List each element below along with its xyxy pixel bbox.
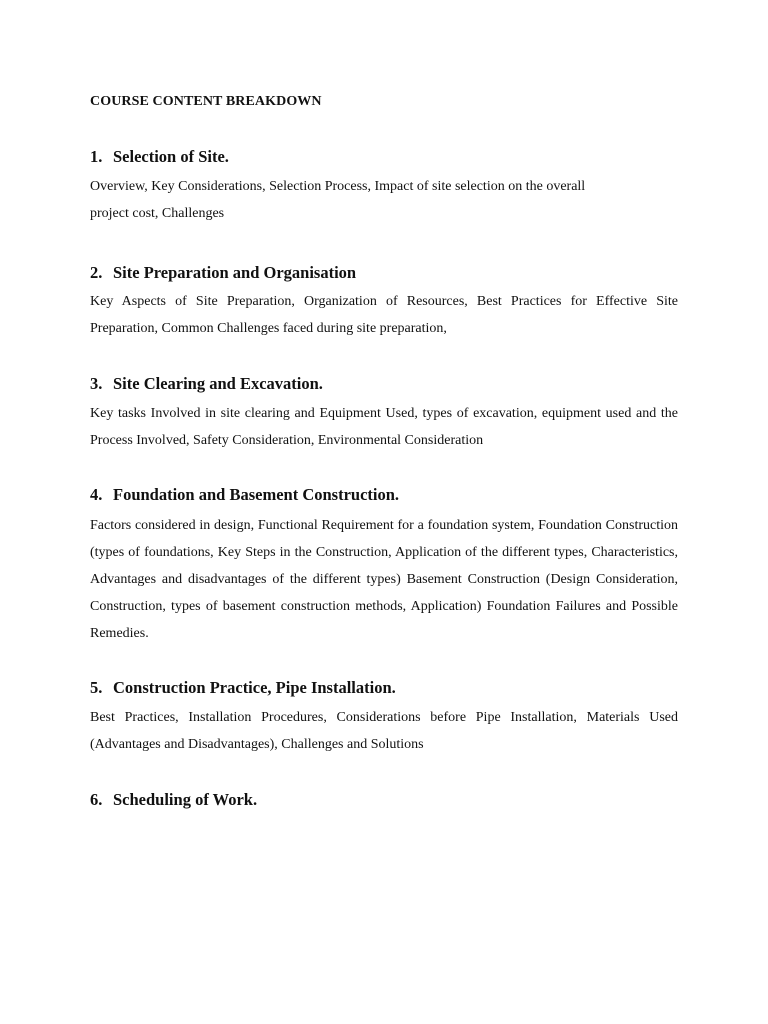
section-4-title: Foundation and Basement Construction. bbox=[113, 485, 400, 504]
section-3-body: Key tasks Involved in site clearing and Equipment Used, types of excavation, equipment used and the Process Involved, Safety Consideration, Environmental Consideration bbox=[90, 406, 678, 448]
section-1-number: 1. bbox=[90, 147, 103, 166]
section-3-heading bbox=[90, 374, 323, 394]
section-3-number: 3. bbox=[90, 374, 103, 393]
section-4-heading bbox=[90, 485, 399, 505]
section-3-title: Site Clearing and Excavation. bbox=[113, 374, 323, 393]
section-4-number: 4. bbox=[90, 485, 103, 504]
section-1-title: Selection of Site. bbox=[113, 147, 229, 166]
document-title: COURSE CONTENT BREAKDOWN bbox=[90, 94, 322, 109]
section-6-number: 6. bbox=[90, 790, 103, 809]
section-4-body: Factors considered in design, Functional Requirement for a foundation system, Foundation Construction (types of foundations, Key Steps in the Construction, Application of the different types, Characteristics, Advantages and disadvantages of the different types) Basement Construction (Design Consideration, Construction, types of basement construction methods, Application) Foundation Failures and Possible Remedies. bbox=[90, 518, 678, 641]
section-2-heading bbox=[90, 263, 356, 283]
section-5-number: 5. bbox=[90, 678, 103, 697]
section-5-heading bbox=[90, 678, 396, 698]
section-5-body: Best Practices, Installation Procedures, Considerations before Pipe Installation, Materials Used (Advantages and Disadvantages), Challenges and Solutions bbox=[90, 710, 678, 752]
section-2-title: Site Preparation and Organisation bbox=[113, 263, 357, 282]
section-6-heading bbox=[90, 790, 257, 810]
section-1-body-line-1: Overview, Key Considerations, Selection Process, Impact of site selection on the overall bbox=[90, 179, 586, 194]
section-1-body-line-2: project cost, Challenges bbox=[90, 206, 225, 221]
section-2-number: 2. bbox=[90, 263, 103, 282]
section-2-body: Key Aspects of Site Preparation, Organization of Resources, Best Practices for Effective Site Preparation, Common Challenges faced during site preparation, bbox=[90, 294, 678, 336]
section-5-title: Construction Practice, Pipe Installation. bbox=[113, 678, 396, 697]
section-6-title: Scheduling of Work. bbox=[113, 790, 258, 809]
section-1-body bbox=[90, 173, 678, 227]
section-1-heading bbox=[90, 147, 229, 167]
